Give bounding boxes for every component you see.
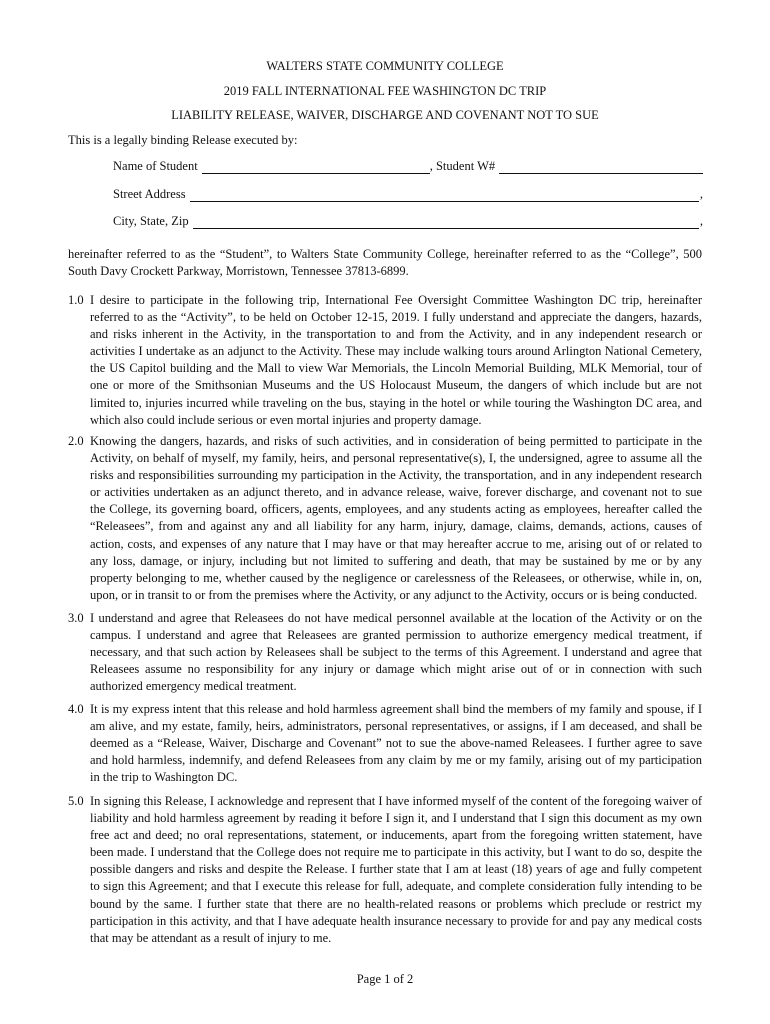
student-w-field[interactable] bbox=[499, 160, 703, 174]
street-comma: , bbox=[699, 187, 703, 201]
section-number: 5.0 bbox=[68, 794, 84, 808]
section-text: It is my express intent that this release and hold harmless agreement shall bind the members of my family and spouse, if I am alive, and my estate, family, heirs, administrators, personal representatives, or assigns, if I am deceased, and shall be deemed as a “Release, Waiver, Discharge and Covenant” not to sue the above-named Releasees. I further agree to save and hold harmless, indemnify, and defend Releasees from any claim by me or my family, arising out of my participation in the trip to Washington DC. bbox=[90, 702, 702, 785]
section-text: I understand and agree that Releasees do not have medical personnel available at the location of the Activity or on the campus. I understand and agree that Releasees are granted permission to authorize emergency medical treatment, if necessary, and that such action by Releasees shall be subject to the terms of this Agreement. I understand and agree that Releasees assume no responsibility for any injury or damage which might arise out of or in connection with such authorized emergency medical treatment. bbox=[90, 611, 702, 694]
city-label: City, State, Zip bbox=[113, 214, 189, 228]
section-text: In signing this Release, I acknowledge and represent that I have informed myself of the content of the foregoing waiver of liability and hold harmless agreement by reading it before I sign it, and I understand that I sign this document as my own free act and deed; no oral representations, statement, or inducements, apart from the foregoing written statement, have been made. I understand that the College does not require me to participate in this activity, but I want to do so, despite the possible dangers and risks and despite the Release. I further state that I am at least (18) years of age and fully competent to sign this Agreement; and that I execute this release for full, adequate, and complete consideration fully intending to be bound by the same. I further state that there are no health-related reasons or problems which preclude or restrict my participation in this activity, and that I have adequate health insurance necessary to provide for and pay any medical costs that may be attendant as a result of injury to me. bbox=[90, 794, 702, 945]
trip-title: 2019 FALL INTERNATIONAL FEE WASHINGTON DC TRIP bbox=[223, 84, 547, 98]
section-1 bbox=[68, 292, 702, 429]
student-w-label: , Student W# bbox=[429, 159, 496, 173]
section-text: I desire to participate in the following trip, International Fee Oversight Committee Washington DC trip, hereinafter referred to as the “Activity”, to be held on October 12-15, 2019. I fully understand and appreciate the dangers, hazards, and risks inherent in the Activity, in the transportation to and from the Activity, and in any independent research or activities I undertake as an adjunct to the Activity. These may include walking tours around Arlington National Cemetery, the US Capitol building and the Mall to view War Memorials, the Lincoln Memorial Building, MLK Memorial, tour of one or more of the Smithsonian Museums and the US Holocaust Museum, the dangers of which include but are not limited to, injuries incurred while traveling on the bus, staying in the hotel or while touring the Washington DC area, and which also could include serious or even mortal injuries and property damage. bbox=[90, 293, 702, 427]
street-row bbox=[113, 186, 703, 202]
page-number: Page 1 of 2 bbox=[356, 972, 414, 986]
section-number: 1.0 bbox=[68, 293, 84, 307]
name-field[interactable] bbox=[202, 160, 430, 174]
document-title: LIABILITY RELEASE, WAIVER, DISCHARGE AND COVENANT NOT TO SUE bbox=[171, 108, 599, 122]
section-4 bbox=[68, 701, 702, 786]
preamble-paragraph: hereinafter referred to as the “Student”, to Walters State Community College, hereinafter referred to as the “College”, 500 South Davy Crockett Parkway, Morristown, Tennessee 37813-6899. bbox=[68, 247, 702, 279]
section-number: 3.0 bbox=[68, 611, 84, 625]
street-field[interactable] bbox=[190, 188, 699, 202]
street-label: Street Address bbox=[113, 187, 186, 201]
city-field[interactable] bbox=[193, 215, 699, 229]
name-row bbox=[113, 158, 703, 174]
section-text: Knowing the dangers, hazards, and risks of such activities, and in consideration of being permitted to participate in the Activity, on behalf of myself, my family, heirs, and personal representative(s), I, the undersigned, agree to assume all the risks and responsibilities surrounding my participation in the Activity, the transportation, and in any independent research or activities undertaken as an adjunct thereto, and in advance release, waive, forever discharge, and covenant not to sue the College, its governing board, officers, agents, employees, and any students acting as employees, hereafter called the “Releasees”, from and against any and all liability for any harm, injury, damage, claims, demands, actions, causes of action, costs, and expenses of any nature that I may have or that may hereafter accrue to me, arising out of or related to any loss, damage, or injury, including but not limited to suffering and death, that may be sustained by me or by any property belonging to me, whether caused by the negligence or carelessness of the Releasees, or otherwise, while in, on, upon, or in transit to or from the premises where the Activity, or any adjunct to the Activity, occurs or is being conducted. bbox=[90, 434, 702, 602]
section-number: 2.0 bbox=[68, 434, 84, 448]
section-5 bbox=[68, 793, 702, 947]
section-number: 4.0 bbox=[68, 702, 84, 716]
city-row bbox=[113, 213, 703, 229]
name-label: Name of Student bbox=[113, 159, 198, 173]
section-2 bbox=[68, 433, 702, 604]
section-3 bbox=[68, 610, 702, 695]
intro-text: This is a legally binding Release executed by: bbox=[68, 133, 298, 147]
city-comma: , bbox=[699, 214, 703, 228]
college-name: WALTERS STATE COMMUNITY COLLEGE bbox=[266, 59, 504, 73]
